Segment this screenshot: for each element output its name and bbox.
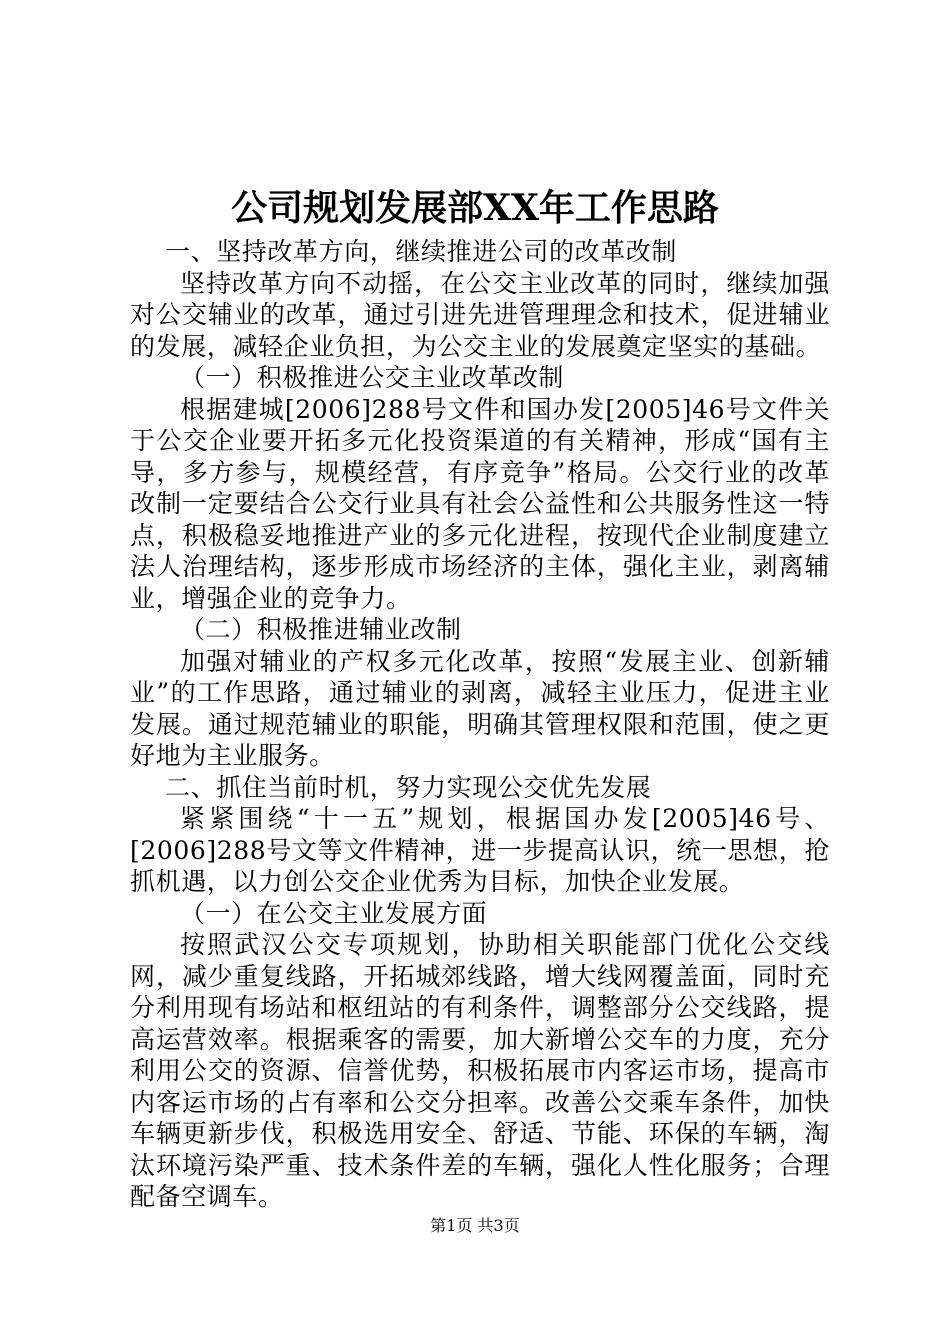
paragraph-4: 紧紧围绕“十一五”规划，根据国办发[2005]46号、[2006]288号文等文件精神，进一步提高认识，统一思想，抢抓机遇，以力创公交企业优秀为目标，加快企业发展。 <box>130 804 830 896</box>
section-heading-2: 二、抓住当前时机，努力实现公交优先发展 <box>165 772 652 802</box>
paragraph-1: 坚持改革方向不动摇，在公交主业改革的同时，继续加强对公交辅业的改革，通过引进先进管理理念和技术，促进辅业的发展，减轻企业负担，为公交主业的发展奠定坚实的基础。 <box>130 268 830 361</box>
paragraph-2: 根据建城[2006]288号文件和国办发[2005]46号文件关于公交企业要开拓多元化投资渠道的有关精神，形成“国有主导，多方参与，规模经营，有序竞争”格局。公交行业的改革改制一定要结合公交行业具有社会公益性和公共服务性这一特点，积极稳妥地推进产业的多元化进程，按现代企业制度建立法人治理结构，逐步形成市场经济的主体，强化主业，剥离辅业，增强企业的竞争力。 <box>130 394 830 613</box>
subsection-heading-1-2: （二）积极推进辅业改制 <box>180 615 462 644</box>
document-body <box>130 236 830 1213</box>
subsection-heading-1-1: （一）积极推进公交主业改革改制 <box>180 363 565 392</box>
paragraph-3: 加强对辅业的产权多元化改革，按照“发展主业、创新辅业”的工作思路，通过辅业的剥离，减轻主业压力，促进主业发展。通过规范辅业的职能，明确其管理权限和范围，使之更好地为主业服务。 <box>130 646 830 770</box>
document-title: 公司规划发展部XX年工作思路 <box>231 187 719 229</box>
paragraph-5: 按照武汉公交专项规划，协助相关职能部门优化公交线网，减少重复线路，开拓城郊线路，增大线网覆盖面，同时充分利用现有场站和枢纽站的有利条件，调整部分公交线路，提高运营效率。根据乘客的需要，加大新增公交车的力度，充分利用公交的资源、信誉优势，积极拓展市内客运市场，提高市内客运市场的占有率和公交分担率。改善公交乘车条件，加快车辆更新步伐，积极选用安全、舒适、节能、环保的车辆，淘汰环境污染严重、技术条件差的车辆，强化人性化服务；合理配备空调车。 <box>130 930 830 1211</box>
section-heading-1: 一、坚持改革方向，继续推进公司的改革改制 <box>165 237 678 266</box>
subsection-heading-2-1: （一）在公交主业发展方面 <box>180 898 488 928</box>
page-footer: 第1页 共3页 <box>430 1216 520 1235</box>
